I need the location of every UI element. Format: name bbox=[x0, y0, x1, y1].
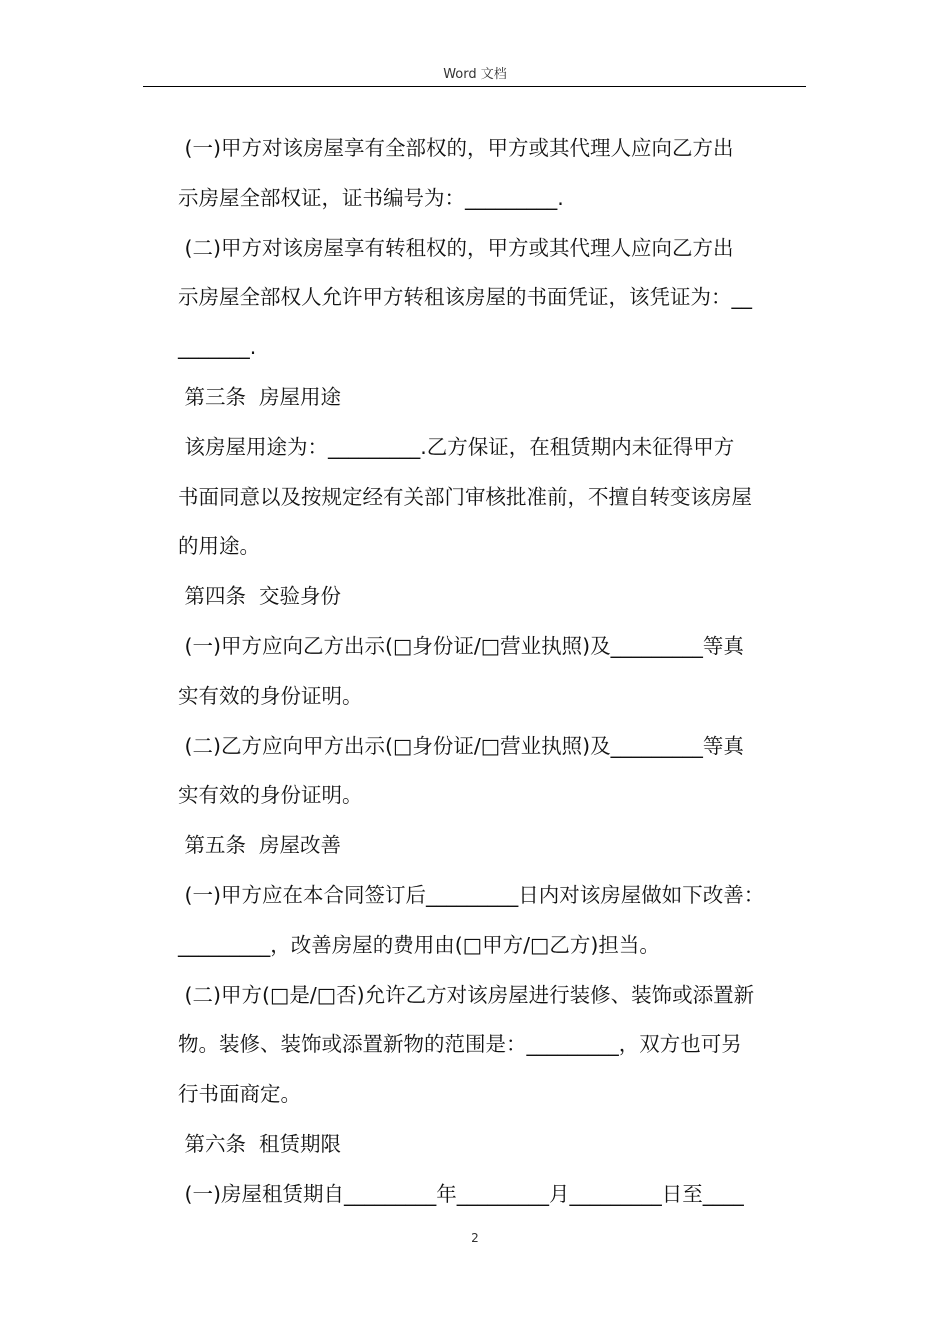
document-body bbox=[178, 124, 810, 1220]
text-line: 示房屋全部权证，证书编号为：_________. bbox=[178, 185, 564, 210]
text-line: 示房屋全部权人允许甲方转租该房屋的书面凭证，该凭证为：__ bbox=[178, 285, 752, 310]
text-line: (二)甲方对该房屋享有转租权的，甲方或其代理人应向乙方出 bbox=[178, 235, 734, 260]
section-heading: 第五条 房屋改善 bbox=[178, 833, 342, 858]
text-line: _______. bbox=[178, 335, 257, 360]
section-heading: 第四条 交验身份 bbox=[178, 584, 342, 609]
text-line: 实有效的身份证明。 bbox=[178, 783, 363, 808]
text-line: 行书面商定。 bbox=[178, 1082, 301, 1107]
header-divider bbox=[143, 86, 806, 87]
text-line: 实有效的身份证明。 bbox=[178, 683, 363, 708]
text-line: (二)甲方(□是/□否)允许乙方对该房屋进行装修、装饰或添置新 bbox=[178, 982, 755, 1007]
text-line: _________，改善房屋的费用由(□甲方/□乙方)担当。 bbox=[178, 932, 660, 957]
text-line: 物。装修、装饰或添置新物的范围是：_________，双方也可另 bbox=[178, 1032, 742, 1057]
page-number: 2 bbox=[471, 1231, 479, 1245]
text-line: 的用途。 bbox=[178, 534, 260, 559]
text-line: (一)房屋租赁期自_________年_________月_________日至____ bbox=[178, 1181, 744, 1206]
section-heading: 第三条 房屋用途 bbox=[178, 384, 342, 409]
text-line: (一)甲方应在本合同签订后_________日内对该房屋做如下改善： bbox=[178, 882, 765, 907]
page-header-title: Word 文档 bbox=[443, 67, 507, 82]
section-heading: 第六条 租赁期限 bbox=[178, 1131, 342, 1156]
text-line: (二)乙方应向甲方出示(□身份证/□营业执照)及_________等真 bbox=[178, 733, 744, 758]
text-line: (一)甲方对该房屋享有全部权的，甲方或其代理人应向乙方出 bbox=[178, 136, 734, 160]
text-line: (一)甲方应向乙方出示(□身份证/□营业执照)及_________等真 bbox=[178, 633, 744, 658]
text-line: 书面同意以及按规定经有关部门审核批准前，不擅自转变该房屋 bbox=[178, 484, 752, 509]
text-line: 该房屋用途为：_________.乙方保证，在租赁期内未征得甲方 bbox=[178, 434, 735, 459]
